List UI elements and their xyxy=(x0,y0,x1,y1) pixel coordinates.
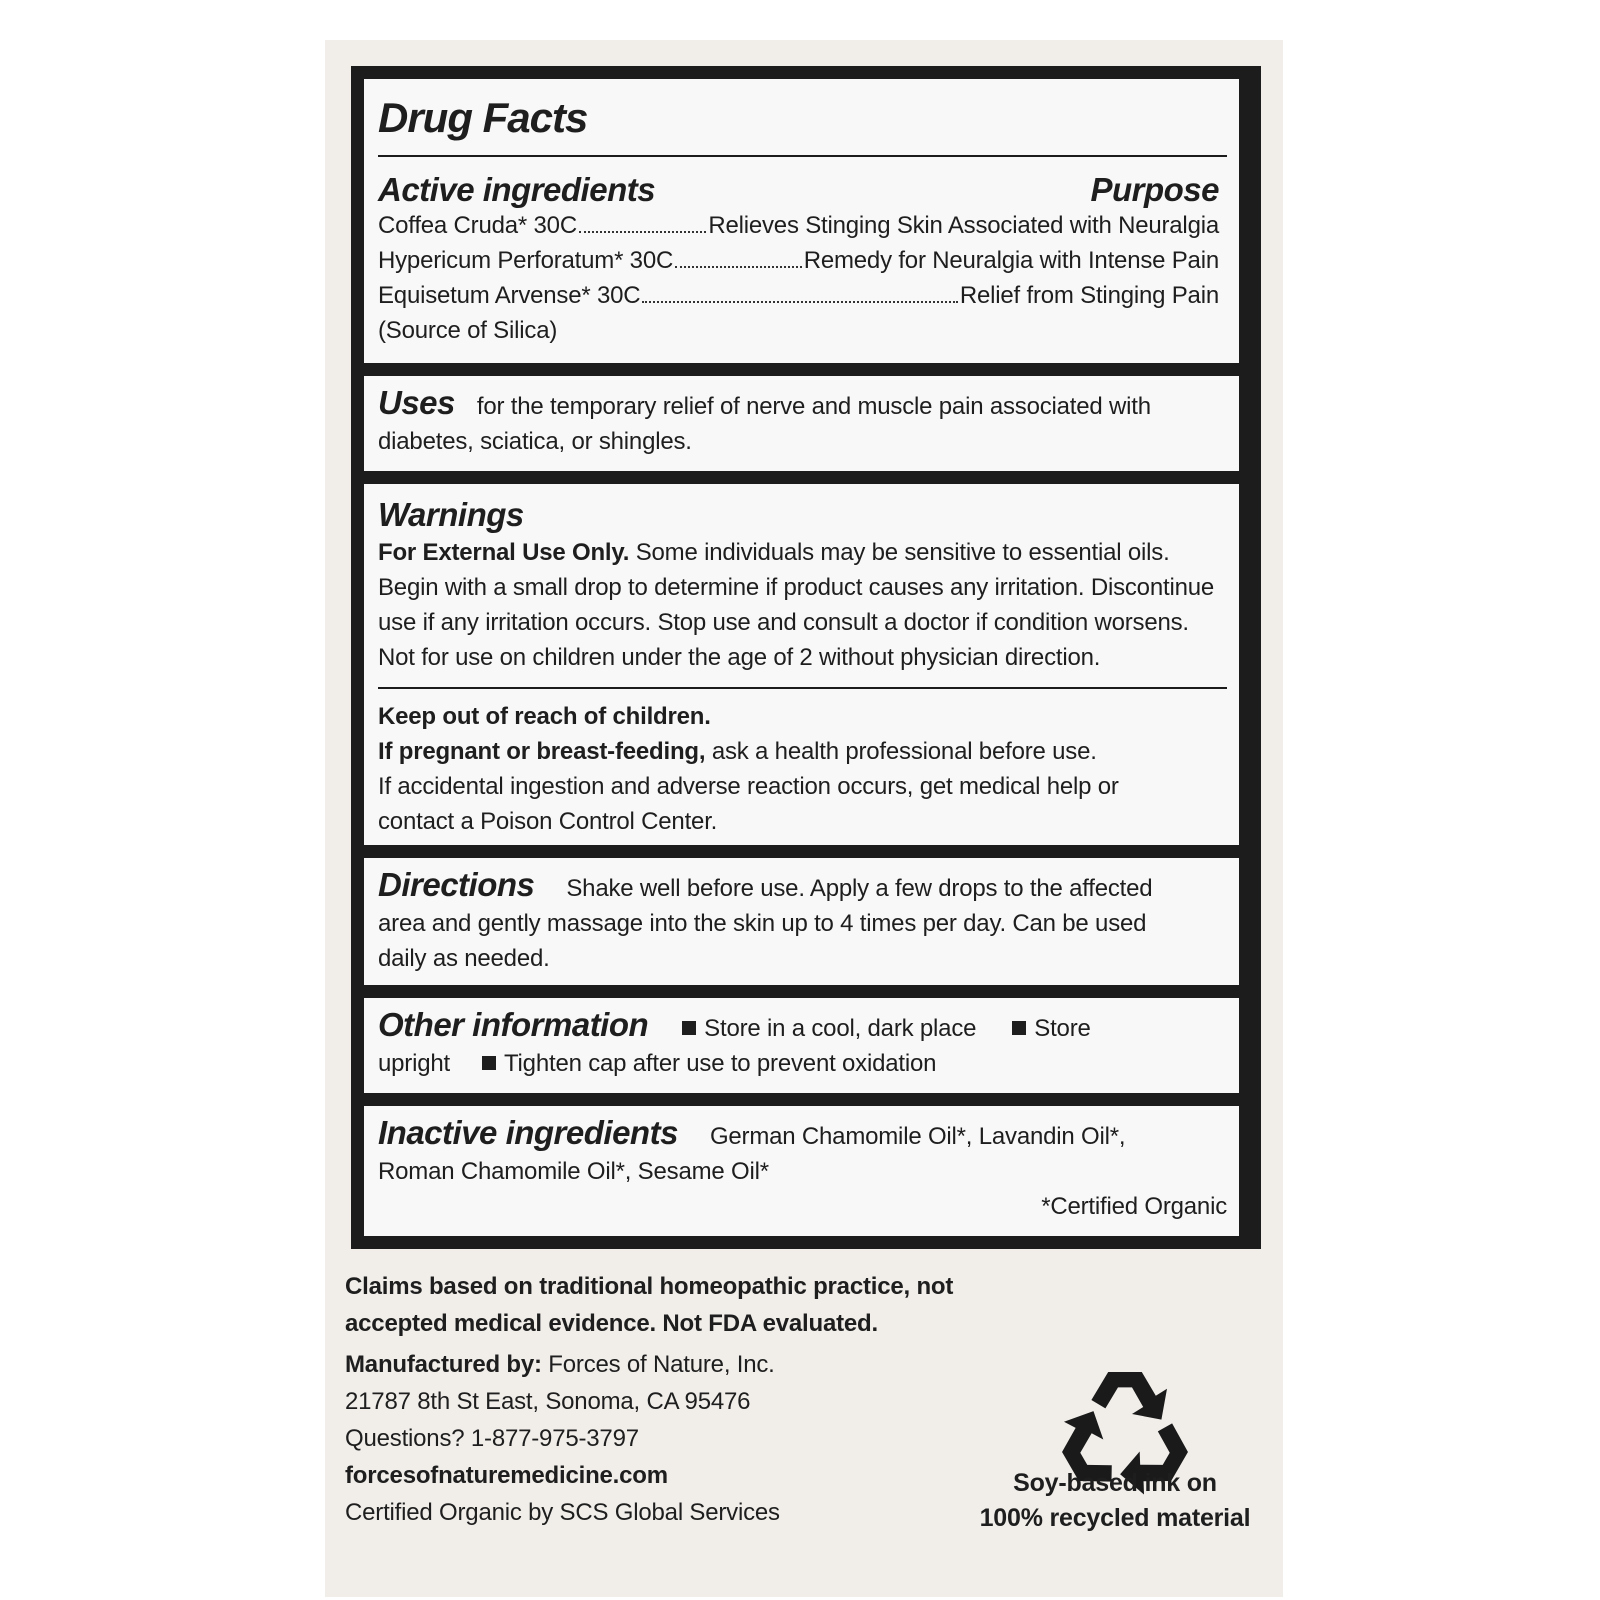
directions-heading: Directions xyxy=(378,866,535,903)
other-info-section xyxy=(364,998,1239,1093)
ingredient-row xyxy=(378,243,1219,278)
active-ingredients-heading: Active ingredients xyxy=(378,171,656,208)
ingredient-purpose: Relief from Stinging Pain xyxy=(959,282,1219,309)
other-info-heading: Other information xyxy=(378,1006,649,1043)
ingredient-row xyxy=(378,208,1219,243)
ingredient-name: Hypericum Perforatum* 30C xyxy=(378,247,674,274)
website-link[interactable]: forcesofnaturemedicine.com xyxy=(345,1462,668,1489)
soy-ink-note: Soy-based ink on 100% recycled material xyxy=(979,1469,1251,1532)
label-panel xyxy=(325,40,1283,1597)
claims-disclaimer: Claims based on traditional homeopathic practice, not accepted medical evidence. Not FDA evaluated. xyxy=(345,1273,954,1337)
bullet-square-icon xyxy=(1012,1021,1026,1035)
ingredient-name: Coffea Cruda* 30C xyxy=(378,212,577,239)
external-use-warning xyxy=(378,535,1219,675)
other-info-item: Store upright xyxy=(378,1015,1091,1077)
uses-text: for the temporary relief of nerve and muscle pain associated with diabetes, sciatica, or shingles. xyxy=(378,393,1151,455)
ingredient-name: Equisetum Arvense* 30C xyxy=(378,282,641,309)
ingredient-note: (Source of Silica) xyxy=(378,317,558,344)
external-use-bold: For External Use Only. xyxy=(378,539,630,566)
ingredient-purpose: Relieves Stinging Skin Associated with Neuralgia xyxy=(708,212,1219,239)
manufacturer-line xyxy=(345,1346,1045,1383)
title-divider xyxy=(378,155,1227,157)
ingredient-purpose: Remedy for Neuralgia with Intense Pain xyxy=(803,247,1219,274)
warnings-section xyxy=(364,484,1239,845)
address: 21787 8th St East, Sonoma, CA 95476 xyxy=(345,1388,751,1415)
other-info-item: Tighten cap after use to prevent oxidation xyxy=(480,1050,936,1077)
uses-heading: Uses xyxy=(378,384,455,421)
active-ingredients-section xyxy=(364,79,1239,363)
pregnancy-warning xyxy=(378,734,1219,769)
bullet-square-icon xyxy=(682,1021,696,1035)
pregnancy-text: ask a health professional before use. xyxy=(705,738,1097,765)
inactive-ingredients-section xyxy=(364,1106,1239,1236)
inactive-heading: Inactive ingredients xyxy=(378,1114,678,1151)
drug-facts-box xyxy=(351,66,1261,1249)
drug-facts-title: Drug Facts xyxy=(378,94,588,141)
ingestion-warning: If accidental ingestion and adverse reaction occurs, get medical help or contact a Poison Control Center. xyxy=(378,773,1119,835)
other-info-item: Store in a cool, dark place xyxy=(680,1015,976,1042)
directions-text: Shake well before use. Apply a few drops to the affected area and gently massage into the skin up to 4 times per day. Can be used daily as needed. xyxy=(378,875,1153,972)
manufactured-label: Manufactured by: xyxy=(345,1351,542,1378)
ingredient-row xyxy=(378,278,1219,313)
warnings-heading: Warnings xyxy=(378,496,524,533)
uses-section xyxy=(364,376,1239,471)
directions-section xyxy=(364,858,1239,985)
certifier-line: Certified Organic by SCS Global Services xyxy=(345,1499,780,1526)
certified-organic-note: *Certified Organic xyxy=(1041,1193,1227,1220)
purpose-heading: Purpose xyxy=(1090,171,1219,208)
bullet-square-icon xyxy=(482,1056,496,1070)
footer-info xyxy=(345,1268,1045,1531)
inactive-text: German Chamomile Oil*, Lavandin Oil*, Roman Chamomile Oil*, Sesame Oil* xyxy=(378,1123,1126,1185)
warnings-divider xyxy=(378,687,1227,689)
manufacturer-name: Forces of Nature, Inc. xyxy=(541,1351,775,1378)
keep-out-warning: Keep out of reach of children. xyxy=(378,703,711,730)
pregnancy-bold: If pregnant or breast-feeding, xyxy=(378,738,706,765)
questions-phone: Questions? 1-877-975-3797 xyxy=(345,1425,639,1452)
external-use-text: Some individuals may be sensitive to essential oils. Begin with a small drop to determine if product causes any irritation. Discontinue use if any irritation occurs. Stop use and consult a doctor if condition worsens. Not for use on children under the age of 2 without physician direction. xyxy=(378,539,1215,671)
